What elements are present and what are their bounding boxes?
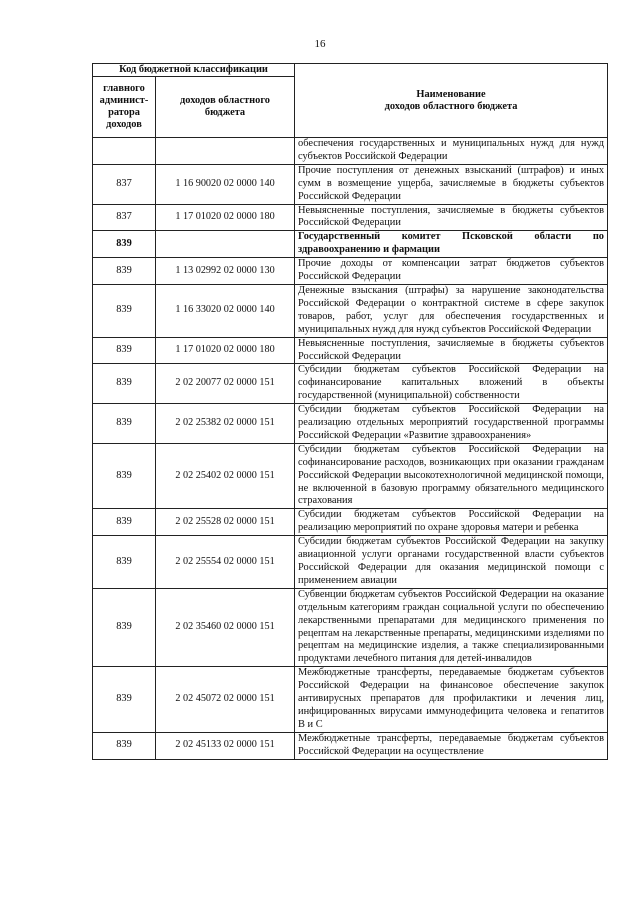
income-name-cell: Субвенции бюджетам субъектов Российской Федерации на оказание отдельным категориям граждан социальной услуги по обеспечению лекарственными препаратами для медицинского применения по рецептам на лекарственные препараты, медицинскими изделиями по рецептам на медицинские изделия, а также специализированными продуктами лечебного питания для детей-инвалидов (295, 588, 608, 666)
income-code-cell: 2 02 35460 02 0000 151 (156, 588, 295, 666)
admin-code-cell: 839 (93, 509, 156, 536)
income-code-cell: 2 02 45133 02 0000 151 (156, 732, 295, 759)
income-name-cell: Субсидии бюджетам субъектов Российской Федерации на реализацию мероприятий по охране здоровья матери и ребенка (295, 509, 608, 536)
header-admin-line-3: ратора (108, 107, 140, 118)
income-code-cell: 1 17 01020 02 0000 180 (156, 337, 295, 364)
income-code-cell: 2 02 25382 02 0000 151 (156, 404, 295, 444)
header-admin-line-4: доходов (106, 119, 142, 130)
admin-code-cell (93, 138, 156, 165)
admin-code-cell: 839 (93, 337, 156, 364)
income-code-cell: 2 02 25528 02 0000 151 (156, 509, 295, 536)
admin-code-cell: 839 (93, 536, 156, 589)
table-row (93, 204, 608, 231)
income-code-cell: 1 17 01020 02 0000 180 (156, 204, 295, 231)
table-row (93, 364, 608, 404)
table-row (93, 667, 608, 733)
header-income (156, 77, 295, 138)
income-code-cell (156, 231, 295, 258)
income-code-cell: 2 02 25554 02 0000 151 (156, 536, 295, 589)
income-name-cell: Субсидии бюджетам субъектов Российской Федерации на софинансирование расходов, возникающих при оказании гражданам Российской Федерации высокотехнологичной медицинской помощи, не включенной в базовую программу обязательного медицинского страхования (295, 443, 608, 509)
income-name-cell: Прочие доходы от компенсации затрат бюджетов субъектов Российской Федерации (295, 258, 608, 285)
income-name-cell: Прочие поступления от денежных взысканий (штрафов) и иных сумм в возмещение ущерба, зачисляемые в бюджеты субъектов Российской Федерации (295, 164, 608, 204)
income-name-cell: Межбюджетные трансферты, передаваемые бюджетам субъектов Российской Федерации на финансовое обеспечение закупок антивирусных препаратов для профилактики и лечения лиц, инфицированных вирусами иммунодефицита человека и гепатитов В и С (295, 667, 608, 733)
income-name-cell: Субсидии бюджетам субъектов Российской Федерации на реализацию отдельных мероприятий государственной программы Российской Федерации «Развитие здравоохранения» (295, 404, 608, 444)
income-name-cell: Субсидии бюджетам субъектов Российской Федерации на софинансирование капитальных вложений в объекты государственной (муниципальной) собственности (295, 364, 608, 404)
admin-code-cell: 837 (93, 204, 156, 231)
income-code-cell: 1 16 90020 02 0000 140 (156, 164, 295, 204)
income-code-cell: 2 02 25402 02 0000 151 (156, 443, 295, 509)
income-name-cell: Денежные взыскания (штрафы) за нарушение законодательства Российской Федерации о контрактной системе в сфере закупок товаров, работ, услуг для обеспечения государственных и муниципальных нужд для нужд субъектов Российской Федерации (295, 284, 608, 337)
income-name-cell: Межбюджетные трансферты, передаваемые бюджетам субъектов Российской Федерации на осуществление (295, 732, 608, 759)
income-name-cell: Невыясненные поступления, зачисляемые в бюджеты субъектов Российской Федерации (295, 337, 608, 364)
table-row (93, 404, 608, 444)
table-row (93, 509, 608, 536)
income-name-cell: Невыясненные поступления, зачисляемые в бюджеты субъектов Российской Федерации (295, 204, 608, 231)
header-name-line-2: доходов областного бюджета (384, 100, 518, 112)
header-admin (93, 77, 156, 138)
income-code-cell: 2 02 45072 02 0000 151 (156, 667, 295, 733)
admin-code-cell: 839 (93, 404, 156, 444)
header-admin-line-2: админист- (99, 95, 149, 106)
income-code-cell: 1 13 02992 02 0000 130 (156, 258, 295, 285)
table-row (93, 231, 608, 258)
admin-code-cell: 837 (93, 164, 156, 204)
budget-classification-table (92, 63, 608, 760)
income-name-cell: обеспечения государственных и муниципальных нужд для нужд субъектов Российской Федерации (295, 138, 608, 165)
admin-code-cell: 839 (93, 231, 156, 258)
table-row (93, 138, 608, 165)
table-body (93, 138, 608, 760)
income-code-cell: 2 02 20077 02 0000 151 (156, 364, 295, 404)
header-name-line-1: Наименование (416, 88, 486, 100)
income-name-cell: Государственный комитет Псковской области по здравоохранению и фармации (295, 231, 608, 258)
admin-code-cell: 839 (93, 258, 156, 285)
table-row (93, 164, 608, 204)
income-code-cell: 1 16 33020 02 0000 140 (156, 284, 295, 337)
table-row (93, 732, 608, 759)
header-group-title: Код бюджетной классификации (93, 64, 295, 77)
admin-code-cell: 839 (93, 364, 156, 404)
admin-code-cell: 839 (93, 284, 156, 337)
income-code-cell (156, 138, 295, 165)
page-number: 16 (314, 38, 326, 50)
admin-code-cell: 839 (93, 667, 156, 733)
header-name (295, 64, 608, 138)
admin-code-cell: 839 (93, 443, 156, 509)
header-income-line-1: доходов областного (180, 95, 270, 106)
table-row (93, 337, 608, 364)
table-row (93, 588, 608, 666)
income-name-cell: Субсидии бюджетам субъектов Российской Федерации на закупку авиационной услуги органами государственной власти субъектов Российской Федерации для оказания медицинской помощи с применением авиации (295, 536, 608, 589)
header-admin-line-1: главного (103, 83, 145, 94)
table-row (93, 258, 608, 285)
table-row (93, 284, 608, 337)
admin-code-cell: 839 (93, 588, 156, 666)
table-row (93, 443, 608, 509)
admin-code-cell: 839 (93, 732, 156, 759)
table-row (93, 536, 608, 589)
header-income-line-2: бюджета (204, 107, 246, 118)
